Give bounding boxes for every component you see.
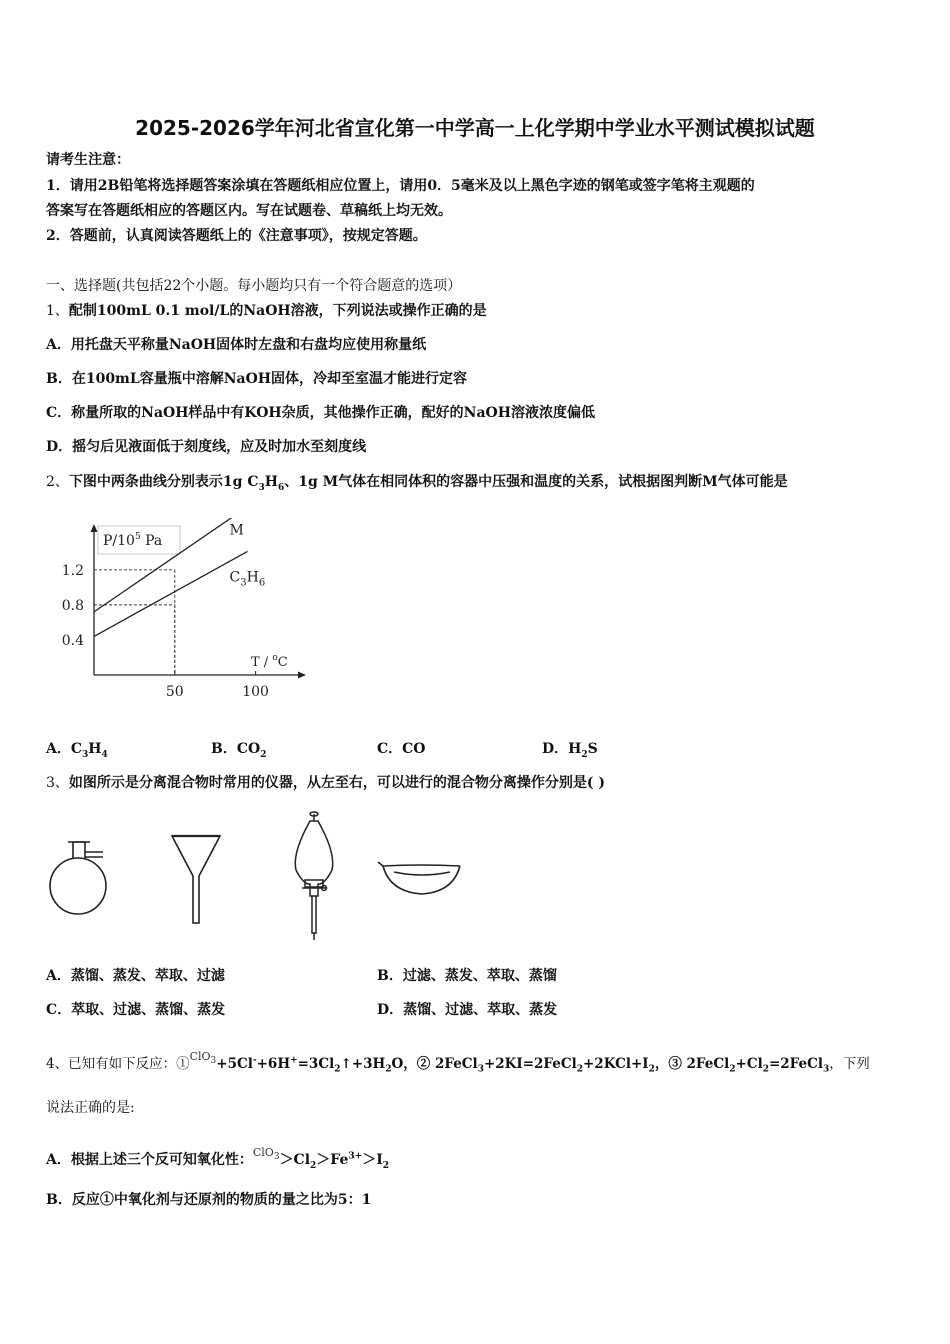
- x-axis-label-part: T /: [251, 655, 273, 670]
- formula-part: H: [88, 741, 102, 757]
- eq-part: +2KCl+I: [583, 1056, 649, 1072]
- series-label-C3H6-part: 6: [258, 577, 266, 589]
- ion-text: ClO: [189, 1050, 211, 1063]
- formula-part: CO: [236, 741, 261, 757]
- y-axis-label-part: P/10: [103, 533, 135, 549]
- q4-option-b: B．反应①中氧化剂与还原剂的物质的量之比为5：1: [46, 1192, 372, 1208]
- q1-stem: [46, 301, 487, 321]
- series-label-C3H6-part: C: [229, 569, 241, 586]
- option-part: ＞I: [362, 1152, 383, 1168]
- q4-stem-part: 已知有如下反应：①: [68, 1056, 190, 1072]
- q1-number: 1、: [46, 303, 69, 319]
- q1-option-d: D．摇匀后见液面低于刻度线，应及时加水至刻度线: [46, 439, 367, 455]
- q3-stem: [46, 773, 605, 793]
- series-label-C3H6-part: 3: [240, 577, 247, 589]
- formula-sub: 3: [82, 749, 89, 760]
- option-letter: D．: [542, 741, 569, 757]
- ion-sub: 3: [210, 1056, 217, 1067]
- eq-sub: 2: [762, 1064, 769, 1075]
- option-part: ＞Fe: [316, 1152, 349, 1168]
- q2-stem-part: 下图中两条曲线分别表示1g C: [68, 474, 259, 490]
- x-tick-label: 50: [165, 684, 184, 700]
- eq-sub: 2: [729, 1064, 736, 1075]
- q3-option-c: C．萃取、过滤、蒸馏、蒸发: [46, 1002, 226, 1018]
- q2-option-a: [46, 739, 108, 759]
- eq-sub: 3: [822, 1064, 830, 1075]
- q2-number: 2、: [46, 474, 69, 490]
- y-axis-arrow: [91, 524, 98, 532]
- formula-sub: 2: [310, 1160, 317, 1171]
- eq-part: ↑+3H: [340, 1056, 386, 1072]
- formula-part: S: [587, 741, 598, 757]
- ion-text: ClO: [252, 1146, 274, 1159]
- q1-option-b: B．在100mL容量瓶中溶解NaOH固体，冷却至室温才能进行定容: [46, 371, 468, 387]
- q4-stem-part: ，下列: [829, 1056, 870, 1072]
- x-axis-label: [251, 653, 288, 670]
- formula-sub: 2: [260, 749, 267, 760]
- q2-stem-part: 、1g M气体在相同体积的容器中压强和温度的关系，试根据图判断M气体可能是: [284, 474, 788, 490]
- x-axis-label-part: C: [277, 655, 288, 670]
- separatory-funnel-icon: [295, 812, 332, 940]
- q2-option-c: [377, 739, 426, 759]
- chlorate-ion: [189, 1050, 217, 1067]
- x-tick-label: 100: [242, 684, 269, 700]
- q3-stem-text: 如图所示是分离混合物时常用的仪器，从左至右，可以进行的混合物分离操作分别是( ): [68, 775, 606, 791]
- notice-item-1: 1．请用2B铅笔将选择题答案涂填在答题纸相应位置上，请用0．5毫米及以上黑色字迹的钢笔或签字笔将主观题的: [46, 178, 755, 194]
- evaporating-dish-icon: [378, 862, 460, 894]
- series-label-C3H6: [230, 569, 266, 588]
- eq-part: +2KI=2FeCl: [483, 1056, 577, 1072]
- distillation-flask-icon: [50, 842, 106, 914]
- ion-sub: 3: [273, 1152, 280, 1163]
- notice-item-2: 2．答题前，认真阅读答题纸上的《注意事项》，按规定答题。: [46, 228, 427, 244]
- q2-option-b: [211, 739, 266, 759]
- formula-sub: 2: [581, 749, 588, 760]
- y-axis-label-part: Pa: [140, 533, 163, 549]
- q4-stem-cont: 说法正确的是:: [46, 1100, 135, 1116]
- formula-sup: 3+: [348, 1151, 363, 1162]
- eq-part: +6H: [256, 1056, 291, 1072]
- y-tick-label: 0.4: [61, 632, 84, 649]
- q3-option-b: B．过滤、蒸发、萃取、蒸馏: [377, 968, 557, 984]
- q2-stem-sub: 3: [258, 482, 265, 493]
- y-tick-label: 1.2: [61, 562, 84, 579]
- option-part: ＞Cl: [279, 1152, 311, 1168]
- q3-number: 3、: [46, 775, 69, 791]
- q2-stem-text: [68, 474, 788, 493]
- page-title: 2025-2026学年河北省宣化第一中学高一上化学期中学业水平测试模拟试题: [135, 116, 815, 140]
- option-part: A．根据上述三个反可知氧化性：: [46, 1152, 253, 1168]
- q2-stem: [46, 472, 788, 492]
- eq-part: +Cl: [735, 1056, 763, 1072]
- y-axis-label: [103, 532, 162, 549]
- eq-sup: -: [252, 1055, 257, 1066]
- q2-option-d: [542, 739, 598, 759]
- eq-sub: 2: [334, 1064, 341, 1075]
- q4-stem: [46, 1047, 870, 1074]
- q2-stem-sub: 6: [277, 482, 285, 493]
- eq-part: O，② 2FeCl: [391, 1056, 478, 1072]
- option-letter: A．: [46, 741, 71, 757]
- q4-option-a: [46, 1143, 389, 1170]
- x-axis-arrow: [298, 672, 306, 679]
- eq-part: =3Cl: [297, 1056, 335, 1072]
- y-axis-label-part: 5: [134, 532, 141, 542]
- option-letter: C．: [377, 741, 403, 757]
- formula-part: H: [568, 741, 582, 757]
- y-tick-label: 0.8: [61, 597, 84, 614]
- q4-number: 4、: [46, 1056, 69, 1072]
- q2-stem-part: H: [264, 474, 278, 490]
- pressure-temperature-chart: [46, 518, 316, 708]
- eq-sub: 2: [385, 1064, 392, 1075]
- notice-heading: 请考生注意：: [46, 152, 130, 168]
- eq-sup: +: [290, 1055, 298, 1066]
- section-heading: 一、选择题(共包括22个小题。每小题均只有一个符合题意的选项）: [46, 278, 462, 294]
- eq-part: ，③ 2FeCl: [654, 1056, 730, 1072]
- q1-stem-text: 配制100mL 0.1 mol/L的NaOH溶液，下列说法或操作正确的是: [68, 303, 487, 319]
- series-line-C3H6: [94, 551, 248, 636]
- eq-part: +5Cl: [216, 1056, 253, 1072]
- formula-sub: 4: [101, 749, 108, 760]
- eq-sub: 2: [576, 1064, 583, 1075]
- eq-sub: 3: [477, 1064, 484, 1075]
- q1-option-a: A．用托盘天平称量NaOH固体时左盘和右盘均应使用称量纸: [46, 337, 427, 353]
- series-label-M: M: [229, 522, 244, 539]
- x-axis-label-part: o: [272, 653, 278, 663]
- series-label-C3H6-part: H: [246, 569, 259, 586]
- lab-apparatus-figure: [40, 808, 480, 948]
- q3-option-a: A．蒸馏、蒸发、萃取、过滤: [46, 968, 225, 984]
- formula-part: CO: [402, 741, 426, 757]
- option-letter: B．: [211, 741, 237, 757]
- formula-sub: 2: [382, 1160, 390, 1171]
- eq-part: =2FeCl: [768, 1056, 823, 1072]
- q3-option-d: D．蒸馏、过滤、萃取、蒸发: [377, 1002, 558, 1018]
- q1-option-c: C．称量所取的NaOH样品中有KOH杂质，其他操作正确，配好的NaOH溶液浓度偏低: [46, 405, 595, 421]
- notice-item-1-cont: 答案写在答题纸相应的答题区内。写在试题卷、草稿纸上均无效。: [46, 203, 452, 219]
- funnel-icon: [172, 836, 220, 923]
- formula-part: C: [70, 741, 83, 757]
- chlorate-ion: [252, 1146, 280, 1163]
- q4-equations: [216, 1055, 830, 1075]
- eq-sub: 2: [648, 1064, 655, 1075]
